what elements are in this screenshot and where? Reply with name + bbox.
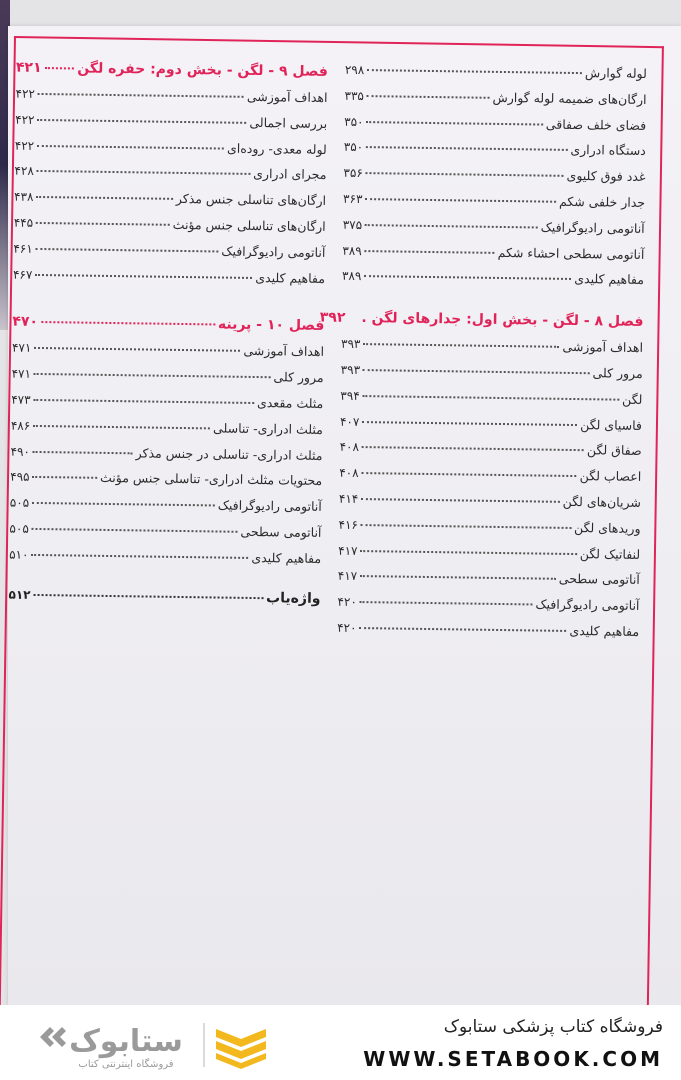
entry-page: ۳۵۶ <box>343 165 363 181</box>
entry-page: ۴۲۸ <box>14 164 34 179</box>
entry-label: مثلث مقعدی <box>256 395 324 411</box>
leader-dots <box>367 69 582 74</box>
chapter-title: فصل ۹ - لگن - بخش دوم: حفره لگن <box>77 60 328 80</box>
entry-label: مثلث ادراری- تناسلی در جنس مذکر <box>135 444 323 463</box>
leader-dots <box>362 472 577 477</box>
entry-label: وریدهای لگن <box>573 519 641 536</box>
entry-label: اهداف آموزشی <box>562 339 644 356</box>
leader-dots <box>33 450 133 453</box>
leader-dots <box>363 369 590 374</box>
entry-label: دستگاه ادراری <box>570 142 646 159</box>
entry-label: فاسیای لگن <box>580 416 643 433</box>
leader-dots <box>365 224 538 228</box>
entry-page: ۴۷۱ <box>11 366 32 382</box>
entry-label: آناتومی رادیوگرافیک <box>540 219 645 236</box>
chapter-page: ۴۲۱ <box>15 59 42 77</box>
entry-label: لگن <box>622 391 643 407</box>
entry-page: ۴۰۸ <box>339 440 360 455</box>
leader-dots <box>362 421 577 426</box>
leader-dots <box>36 248 219 253</box>
leader-dots <box>363 395 619 401</box>
chevron-icon <box>40 1027 66 1047</box>
entry-page: ۴۷۳ <box>11 392 31 407</box>
entry-page: ۴۱۶ <box>338 517 359 532</box>
entry-page: ۳۹۴ <box>340 388 360 403</box>
chapter-page: ۳۹۲ <box>319 309 346 326</box>
entry-label: ارگان‌های ضمیمه لوله گوارش <box>492 89 647 107</box>
leader-dots <box>32 502 215 507</box>
chapter-8-heading <box>319 309 644 336</box>
chapter-title: فصل ۱۰ - پرینه <box>217 316 325 335</box>
chapter-page: ۴۷۰ <box>12 313 39 331</box>
entry-label: آناتومی سطحی <box>558 571 640 588</box>
store-url: WWW.SETABOOK.COM <box>363 1047 663 1071</box>
toc-left-column <box>8 60 328 615</box>
entry-label: لوله گوارش <box>584 65 647 81</box>
toc-entry <box>337 620 639 650</box>
entry-page: ۴۹۵ <box>10 469 30 485</box>
entry-page: ۳۸۹ <box>341 269 362 284</box>
entry-page: ۴۲۲ <box>14 138 35 153</box>
entry-page: ۴۱۷ <box>337 569 358 584</box>
leader-dots <box>361 498 559 503</box>
entry-page: ۳۵۰ <box>344 114 364 129</box>
entry-label: شریان‌های لگن <box>562 493 642 510</box>
entry-page: ۵۱۰ <box>9 547 29 562</box>
entry-page: ۴۴۵ <box>13 215 34 230</box>
entry-label: فضای خلف صفاقی <box>545 116 647 133</box>
entry-label: بررسی اجمالی <box>249 114 328 131</box>
entry-page: ۲۹۸ <box>344 62 365 78</box>
leader-dots <box>37 145 224 150</box>
entry-page: ۳۹۳ <box>340 362 361 377</box>
entry-label: اهداف آموزشی <box>246 88 328 105</box>
leader-dots <box>367 121 543 125</box>
leader-dots <box>359 627 566 632</box>
entry-label: اهداف آموزشی <box>243 343 325 360</box>
leader-dots <box>45 67 75 69</box>
entry-label: مرور کلی <box>273 369 324 386</box>
leader-dots <box>34 347 240 352</box>
leader-dots <box>363 343 559 348</box>
entry-page: ۴۶۱ <box>13 241 33 256</box>
leader-dots <box>38 93 244 98</box>
entry-label: آناتومی سطحی احشاء شکم <box>497 244 645 262</box>
setabook-logo <box>36 1019 266 1071</box>
leader-dots <box>360 575 556 580</box>
store-footer <box>0 1005 681 1080</box>
toc-right-column <box>319 62 647 650</box>
entry-label: آناتومی سطحی <box>240 523 322 540</box>
entry-label: غدد فوق کلیوی <box>566 168 646 185</box>
entry-page: ۴۲۲ <box>15 112 35 127</box>
leader-dots <box>37 170 250 175</box>
entry-page: ۴۲۲ <box>15 86 35 101</box>
leader-dots <box>36 222 170 226</box>
entry-label: آناتومی رادیوگرافیک <box>221 243 326 260</box>
leader-dots <box>366 172 564 177</box>
entry-page: ۴۲۰ <box>337 620 357 635</box>
leader-dots <box>367 95 490 99</box>
entry-page: ۴۰۸ <box>339 465 359 481</box>
leader-dots <box>33 476 98 479</box>
entry-page: ۴۹۰ <box>10 444 31 459</box>
chapter-title: فصل ۸ - لگن - بخش اول: جدارهای لگن . <box>361 310 644 331</box>
entry-page: ۴۳۸ <box>14 189 34 205</box>
logo-tagline: فروشگاه اینترنتی کتاب <box>78 1059 174 1070</box>
leader-dots <box>31 554 248 559</box>
entry-label: لوله معدی- روده‌ای <box>226 140 327 157</box>
index-page: ۵۱۲ <box>8 587 31 602</box>
leader-dots <box>360 601 533 605</box>
entry-label: مجرای ادراری <box>253 166 327 183</box>
entry-label: ارگان‌های تناسلی جنس مذکر <box>175 191 327 209</box>
leader-dots <box>362 446 584 451</box>
entry-label: مثلث ادراری- تناسلی <box>213 420 324 437</box>
entry-page: ۴۱۷ <box>338 543 358 558</box>
leader-dots <box>34 373 271 378</box>
entry-page: ۳۳۵ <box>344 88 364 103</box>
logo-text: ستابوک <box>69 1024 183 1059</box>
entry-label: جدار خلفی شکم <box>558 193 646 210</box>
leader-dots <box>366 146 567 151</box>
entry-label: مفاهیم کلیدی <box>255 269 326 286</box>
leader-dots <box>361 550 577 555</box>
leader-dots <box>365 250 495 254</box>
entry-label: مرور کلی <box>592 365 643 381</box>
leader-dots <box>36 196 172 200</box>
store-name: فروشگاه کتاب پزشکی ستابوک <box>443 1017 663 1037</box>
entry-page: ۴۲۰ <box>337 594 357 610</box>
entry-label: مفاهیم کلیدی <box>569 622 640 639</box>
leader-dots <box>365 198 556 203</box>
leader-dots <box>41 321 215 325</box>
entry-page: ۴۷۱ <box>11 340 32 356</box>
entry-page: ۳۸۹ <box>342 243 362 258</box>
book-mark-icon <box>216 1029 266 1069</box>
entry-page: ۳۷۵ <box>342 217 363 232</box>
entry-label: آناتومی رادیوگرافیک <box>535 596 640 614</box>
entry-label: آناتومی رادیوگرافیک <box>217 497 322 515</box>
entry-page: ۵۰۵ <box>9 521 29 536</box>
entry-page: ۴۰۷ <box>339 414 360 429</box>
chapter-9-heading <box>16 60 328 86</box>
leader-dots <box>34 593 264 598</box>
entry-page: ۴۸۶ <box>10 418 31 433</box>
leader-dots <box>32 528 238 533</box>
index-label: واژه‌یاب <box>266 589 321 607</box>
entry-page: ۵۰۵ <box>9 495 30 511</box>
leader-dots <box>35 274 252 279</box>
index-entry <box>8 586 320 614</box>
leader-dots <box>38 119 247 124</box>
entry-label: مفاهیم کلیدی <box>251 549 322 566</box>
entry-page: ۳۹۳ <box>340 336 361 352</box>
entry-page: ۴۱۴ <box>338 491 359 506</box>
leader-dots <box>34 399 254 404</box>
entry-page: ۳۶۳ <box>343 191 363 207</box>
entry-label: لنفاتیک لگن <box>579 545 641 562</box>
chapter-10-heading <box>12 314 324 340</box>
entry-label: مفاهیم کلیدی <box>574 271 645 288</box>
entry-page: ۴۶۷ <box>12 267 33 282</box>
entry-label: اعصاب لگن <box>579 468 642 485</box>
entry-label: ارگان‌های تناسلی جنس مؤنث <box>172 216 326 234</box>
entry-page: ۳۵۰ <box>343 140 364 155</box>
leader-dots <box>33 425 210 429</box>
leader-dots <box>361 524 571 529</box>
leader-dots <box>364 275 571 280</box>
entry-label: محتویات مثلث ادراری- تناسلی جنس مؤنث <box>99 470 323 489</box>
entry-label: صفاق لگن <box>586 442 642 459</box>
